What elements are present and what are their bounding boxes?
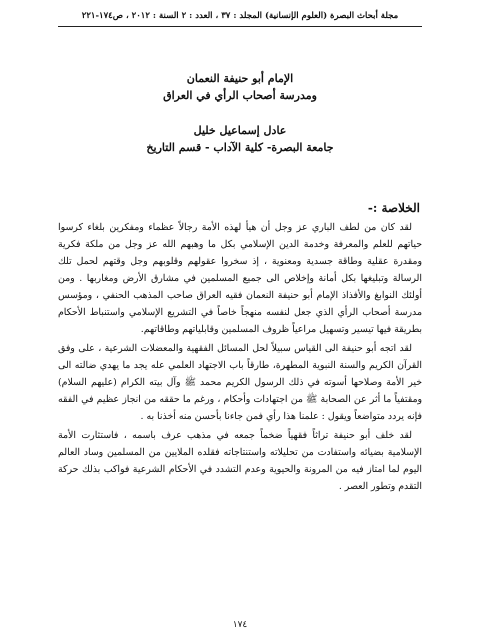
abstract-heading: الخلاصة :- — [367, 201, 420, 215]
author-affiliation: جامعة البصرة- كلية الآداب - قسم التاريخ — [146, 141, 334, 154]
abstract-body — [58, 219, 422, 497]
abstract-paragraph-1: لقد كان من لطف الباري عز وجل أن هيأ لهذه الأمة رجالاً عظماء ومفكرين بلغاء كرسوا حياتهم للعلم والمعرفة وخدمة الدين الإسلامي بكل ما وهبهم الله عز وجل من ملكة فكرية ومقدرة عقلية وطاقة جسدية ومعنوية ، إذ سخروا عقولهم وقلوبهم وجل وقتهم لحمل تلك الرسالة وتبليغها بكل أمانة وإخلاص الى جميع المسلمين في مشارق الأرض ومغاربها . ومن أولئك النوابغ والأفذاذ الإمام أبو حنيفة النعمان فقيه العراق صاحب المذهب الحنفي ، ومؤسس مدرسة أصحاب الرأي الذي جعل لنفسه منهجاً خاصاً في التشريع الإسلامي واستنباط الأحكام بطريقة فيها تيسير وتسهيل مراعياً ظروف المسلمين وقابلياتهم وطاقاتهم. — [58, 222, 422, 335]
header-rule — [58, 26, 422, 27]
abstract-paragraph-3: لقد خلف أبو حنيفة تراثاً فقهياً ضخماً جمعه في مذهب عرف باسمه ، فاستثارت الأمة الإسلامية بضيائه واستفادت من تحليلاته واستنتاجاته فقلده الملايين من المسلمين وساد العالم اليوم لما امتاز فيه من المرونة والحيوية وعدم التشدد في الأحكام الشرعية فواكب بذلك حركة التقدم وتطور العصر . — [58, 430, 422, 492]
author-name: عادل إسماعيل خليل — [193, 124, 287, 137]
author-block — [60, 122, 420, 156]
abstract-paragraph-2: لقد اتجه أبو حنيفة الى القياس سبيلاً لحل المسائل الفقهية والمعضلات الشرعية ، على وفق القرآن الكريم والسنة النبوية المطهرة، طارقاً باب الاجتهاد العلمي عله يجد ما يهدي ضالته الى خير الأمة وصلاحها أسوته في ذلك الرسول الكريم محمد ﷺ وآل بيته الكرام (عليهم السلام) ومقتفياً ما أثر عن الصحابة ﷺ من اجتهادات وأحكام ، ورغم ما حققه من انجاز عظيم في الفقه فإنه يردد متواضعاً ويقول : علمنا هذا رأي فمن جاءنا بأحسن منه أخذنا به . — [58, 343, 422, 422]
title-line-2: ومدرسة أصحاب الرأي في العراق — [163, 89, 317, 102]
page-number: ١٧٤ — [232, 620, 248, 630]
running-header: مجلة أبحاث البصرة (العلوم الإنسانية) المجلد : ٣٧ ، العدد : ٢ السنة : ٢٠١٢ ، ص١٧٤-٢٢١ — [81, 11, 399, 21]
article-title — [60, 70, 420, 104]
title-line-1: الإمام أبو حنيفة النعمان — [186, 72, 294, 85]
